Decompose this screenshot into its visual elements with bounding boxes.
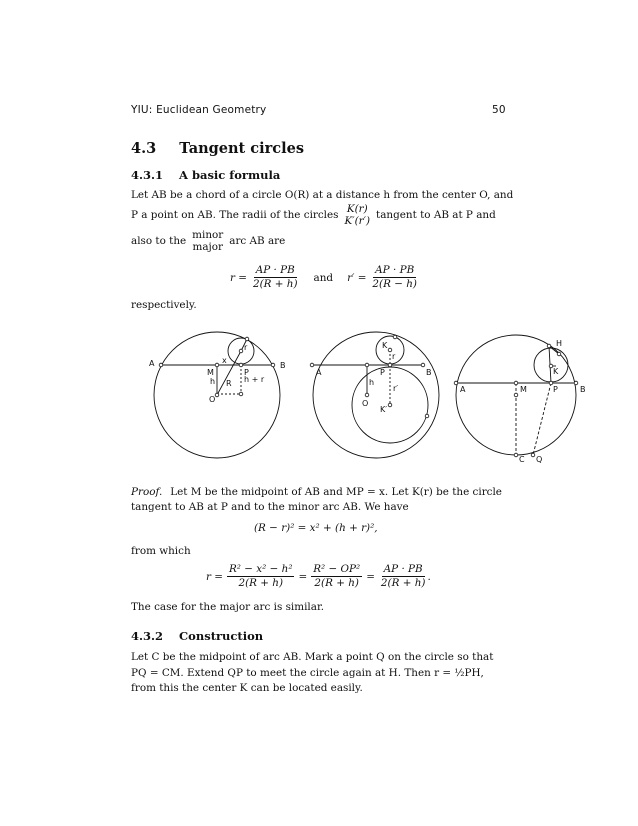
- tangent-circles-figures: [140, 328, 600, 468]
- formula1-r-lhs: r =: [230, 271, 247, 284]
- formula1-r-frac: [251, 264, 300, 291]
- formula1-rp-num: AP · PB: [375, 264, 415, 276]
- fig1-label-P: P: [244, 368, 249, 377]
- subsection-number-2: 4.3.2: [131, 629, 164, 643]
- formula1-rp-lhs: r′ =: [347, 271, 367, 284]
- fig1-label-M: M: [207, 368, 214, 377]
- proof-line1-text: Let M be the midpoint of AB and MP = x. Let K(r) be the circle: [170, 486, 502, 498]
- fig3-label-C: C: [519, 455, 525, 464]
- formula3-end: .: [427, 570, 431, 583]
- formula3-eq2: =: [366, 570, 375, 583]
- para1-line3: [131, 229, 285, 253]
- fig1-label-B: B: [280, 361, 286, 370]
- formula3-lhs: r =: [206, 570, 223, 583]
- fig3-label-A: A: [460, 385, 466, 394]
- fig1-label-O: O: [209, 395, 216, 404]
- fig3-label-H: H: [556, 339, 563, 348]
- subsection-number-1: 4.3.1: [131, 168, 164, 182]
- subsection-heading-1: [131, 168, 280, 182]
- formula3-num2: R² − OP²: [313, 563, 361, 575]
- arc-top: minor: [192, 229, 224, 241]
- formula1-rp-den: 2(R − h): [372, 278, 417, 290]
- formula-r-derivation: [206, 563, 431, 590]
- formula3-frac2: [311, 563, 362, 590]
- formula3-den3: 2(R + h): [380, 577, 426, 589]
- fig3-label-B: B: [580, 385, 586, 394]
- para2-line3: from this the center K can be located easily.: [131, 682, 363, 694]
- fig3-label-Q: Q: [536, 455, 543, 464]
- section-heading: [131, 140, 304, 157]
- circle-top: K(r): [346, 203, 368, 215]
- para1-line2-end: tangent to AB at P and: [376, 208, 496, 221]
- figure-2: [312, 332, 439, 458]
- circle-bottom: K′(r′): [344, 215, 371, 227]
- arc-bottom: major: [192, 241, 223, 253]
- fig1-label-r: r: [244, 343, 248, 352]
- page-number: 50: [492, 104, 506, 116]
- proof-label: Proof.: [131, 486, 163, 498]
- para1-line2: [131, 203, 496, 227]
- formula3-frac3: [379, 563, 431, 590]
- para1-line1: Let AB be a chord of a circle O(R) at a distance h from the center O, and: [131, 189, 514, 201]
- formula3-den1: 2(R + h): [238, 577, 283, 589]
- fig3-label-P: P: [553, 385, 558, 394]
- formula-radii: [230, 264, 419, 291]
- formula-pythagoras: (R − r)² = x² + (h + r)²,: [254, 522, 378, 534]
- fig1-label-h: h: [210, 377, 216, 386]
- formula1-r-num: AP · PB: [255, 264, 295, 276]
- fig3-segment-PQ: [533, 383, 551, 455]
- fig1-label-A: A: [149, 359, 155, 368]
- para1-line3-end: arc AB are: [229, 234, 286, 247]
- fig1-label-h-plus-r: h + r: [244, 375, 265, 384]
- subsection-title-1: A basic formula: [179, 168, 281, 182]
- formula3-num3: AP · PB: [383, 563, 423, 575]
- fig1-segment-R: [217, 351, 241, 395]
- fig2-label-P: P: [380, 368, 385, 377]
- fig2-label-O: O: [362, 399, 369, 408]
- respectively-text: respectively.: [131, 299, 197, 311]
- formula1-rp-frac: [370, 264, 419, 291]
- major-arc-text: The case for the major arc is similar.: [131, 601, 325, 613]
- fig3-label-M: M: [520, 385, 527, 394]
- formula1-r-den: 2(R + h): [252, 278, 298, 290]
- fig1-label-R: R: [226, 379, 232, 388]
- formula3-frac1: [227, 563, 295, 590]
- para1-line2-start: P a point on AB. The radii of the circles: [131, 208, 339, 221]
- fig2-label-A: A: [316, 368, 322, 377]
- proof-line2: tangent to AB at P and to the minor arc AB. We have: [131, 501, 409, 513]
- circle-stack: [344, 203, 370, 227]
- fig2-label-r: r: [392, 352, 396, 361]
- section-number: 4.3: [131, 140, 157, 157]
- para2-line2: PQ = CM. Extend QP to meet the circle again at H. Then r = ½PH,: [131, 667, 484, 679]
- formula3-num1: R² − x² − h²: [228, 563, 293, 575]
- para2-line1: Let C be the midpoint of arc AB. Mark a point Q on the circle so that: [131, 651, 494, 663]
- formula3-eq1: =: [298, 570, 308, 583]
- fig2-label-B: B: [426, 368, 432, 377]
- subsection-title-2: Construction: [179, 629, 264, 643]
- fig3-label-K: K: [553, 367, 559, 376]
- running-header: YIU: Euclidean Geometry: [131, 104, 267, 116]
- fig2-label-K-prime: K′: [380, 405, 388, 414]
- arc-stack: [192, 229, 223, 253]
- proof-line1: [131, 485, 502, 500]
- fig2-label-r-prime: r′: [393, 384, 399, 393]
- formula3-den2: 2(R + h): [314, 577, 359, 589]
- section-title: Tangent circles: [179, 140, 304, 157]
- fig1-label-x: x: [222, 356, 227, 365]
- from-which-text: from which: [131, 545, 191, 557]
- formula1-and: and: [313, 271, 334, 284]
- fig2-label-h: h: [369, 378, 375, 387]
- para1-line3-start: also to the: [131, 234, 187, 247]
- subsection-heading-2: [131, 629, 263, 643]
- fig2-label-K: K: [382, 341, 388, 350]
